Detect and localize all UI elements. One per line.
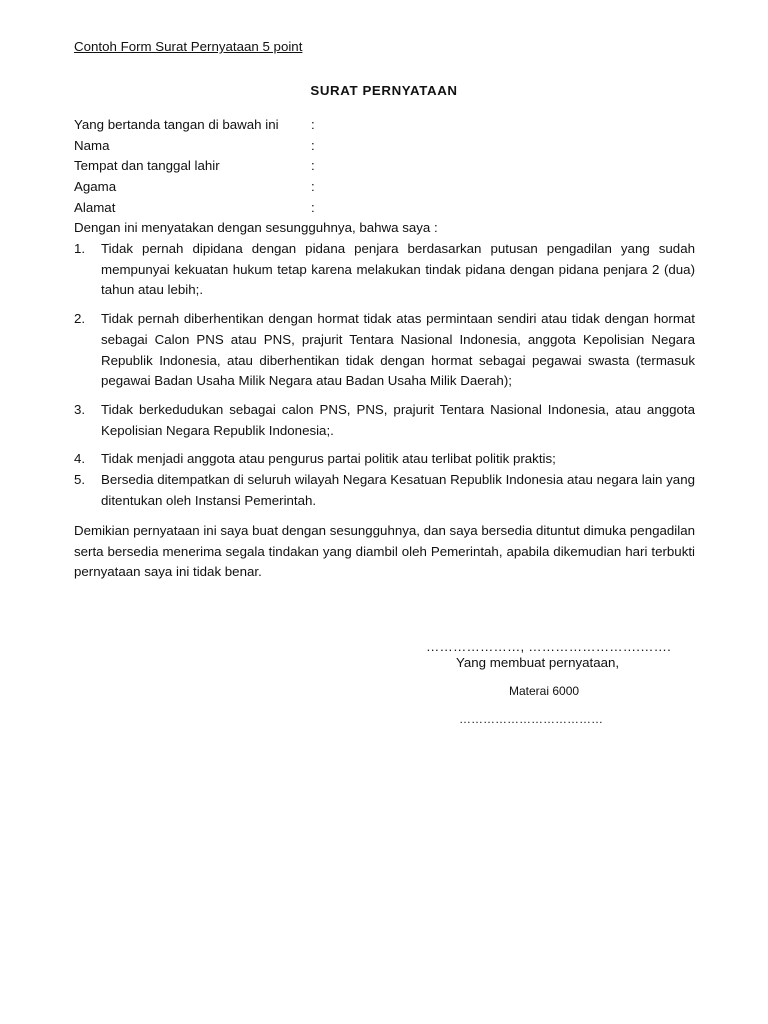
signature-maker: Yang membuat pernyataan, — [456, 655, 620, 670]
signature-name-line: ……………………………… — [459, 712, 603, 726]
field-label: Tempat dan tanggal lahir — [74, 158, 220, 174]
item-text: Tidak pernah dipidana dengan pidana penjara berdasarkan putusan pengadilan yang sudah mempunyai kekuatan hukum tetap karena melakukan tindak pidana dengan pidana penjara 2 (dua) tahun atau lebih;. — [101, 241, 695, 298]
item-text: Bersedia ditempatkan di seluruh wilayah Negara Kesatuan Republik Indonesia atau negara lain yang ditentukan oleh Instansi Pemerintah. — [101, 472, 695, 508]
identity-fields — [74, 115, 321, 218]
statement-list — [74, 239, 695, 511]
field-separator: : — [311, 158, 315, 174]
field-name — [74, 136, 321, 157]
field-label: Yang bertanda tangan di bawah ini — [74, 117, 279, 132]
list-item — [74, 470, 695, 511]
item-number: 4. — [74, 451, 86, 467]
item-text: Tidak menjadi anggota atau pengurus partai politik atau terlibat politik praktis; — [101, 451, 556, 467]
field-address — [74, 198, 321, 219]
signature-place-date: …………………, …………………….……. — [426, 639, 672, 654]
field-birth — [74, 156, 321, 177]
field-label: Nama — [74, 137, 110, 153]
item-number: 2. — [74, 311, 86, 327]
list-item — [74, 309, 695, 392]
document-heading: Contoh Form Surat Pernyataan 5 point — [74, 39, 303, 54]
field-separator: : — [311, 179, 315, 195]
field-separator: : — [311, 117, 315, 132]
field-label: Agama — [74, 179, 117, 195]
document-title: SURAT PERNYATAAN — [310, 83, 458, 98]
list-item — [74, 449, 695, 470]
closing-paragraph: Demikian pernyataan ini saya buat dengan sesungguhnya, dan saya bersedia dituntut dimuka pengadilan serta bersedia menerima segala tindakan yang diambil oleh Pemerintah, apabila dikemudian hari terbukti pernyataan saya ini tidak benar. — [74, 523, 695, 580]
field-religion — [74, 177, 321, 198]
field-signer — [74, 115, 321, 136]
item-text: Tidak berkedudukan sebagai calon PNS, PNS, prajurit Tentara Nasional Indonesia, atau anggota Kepolisian Negara Republik Indonesia;. — [101, 401, 695, 438]
field-separator: : — [311, 137, 315, 153]
list-item — [74, 400, 695, 441]
item-text: Tidak pernah diberhentikan dengan hormat tidak atas permintaan sendiri atau tidak dengan hormat sebagai Calon PNS atau PNS, prajurit Tentara Nasional Indonesia, anggota Kepolisian Negara Republik Indonesia, atau diberhentikan tidak dengan hormat sebagai pegawai swasta (termasuk pegawai Badan Usaha Milik Negara atau Badan Usaha Milik Daerah); — [101, 311, 695, 389]
field-label: Alamat — [74, 199, 116, 215]
item-number: 1. — [74, 241, 86, 256]
item-number: 3. — [74, 401, 86, 417]
field-separator: : — [311, 199, 315, 215]
signature-materai: Materai 6000 — [509, 684, 580, 698]
statement-intro: Dengan ini menyatakan dengan sesungguhnya, bahwa saya : — [74, 220, 438, 235]
list-item — [74, 239, 695, 301]
item-number: 5. — [74, 472, 86, 488]
